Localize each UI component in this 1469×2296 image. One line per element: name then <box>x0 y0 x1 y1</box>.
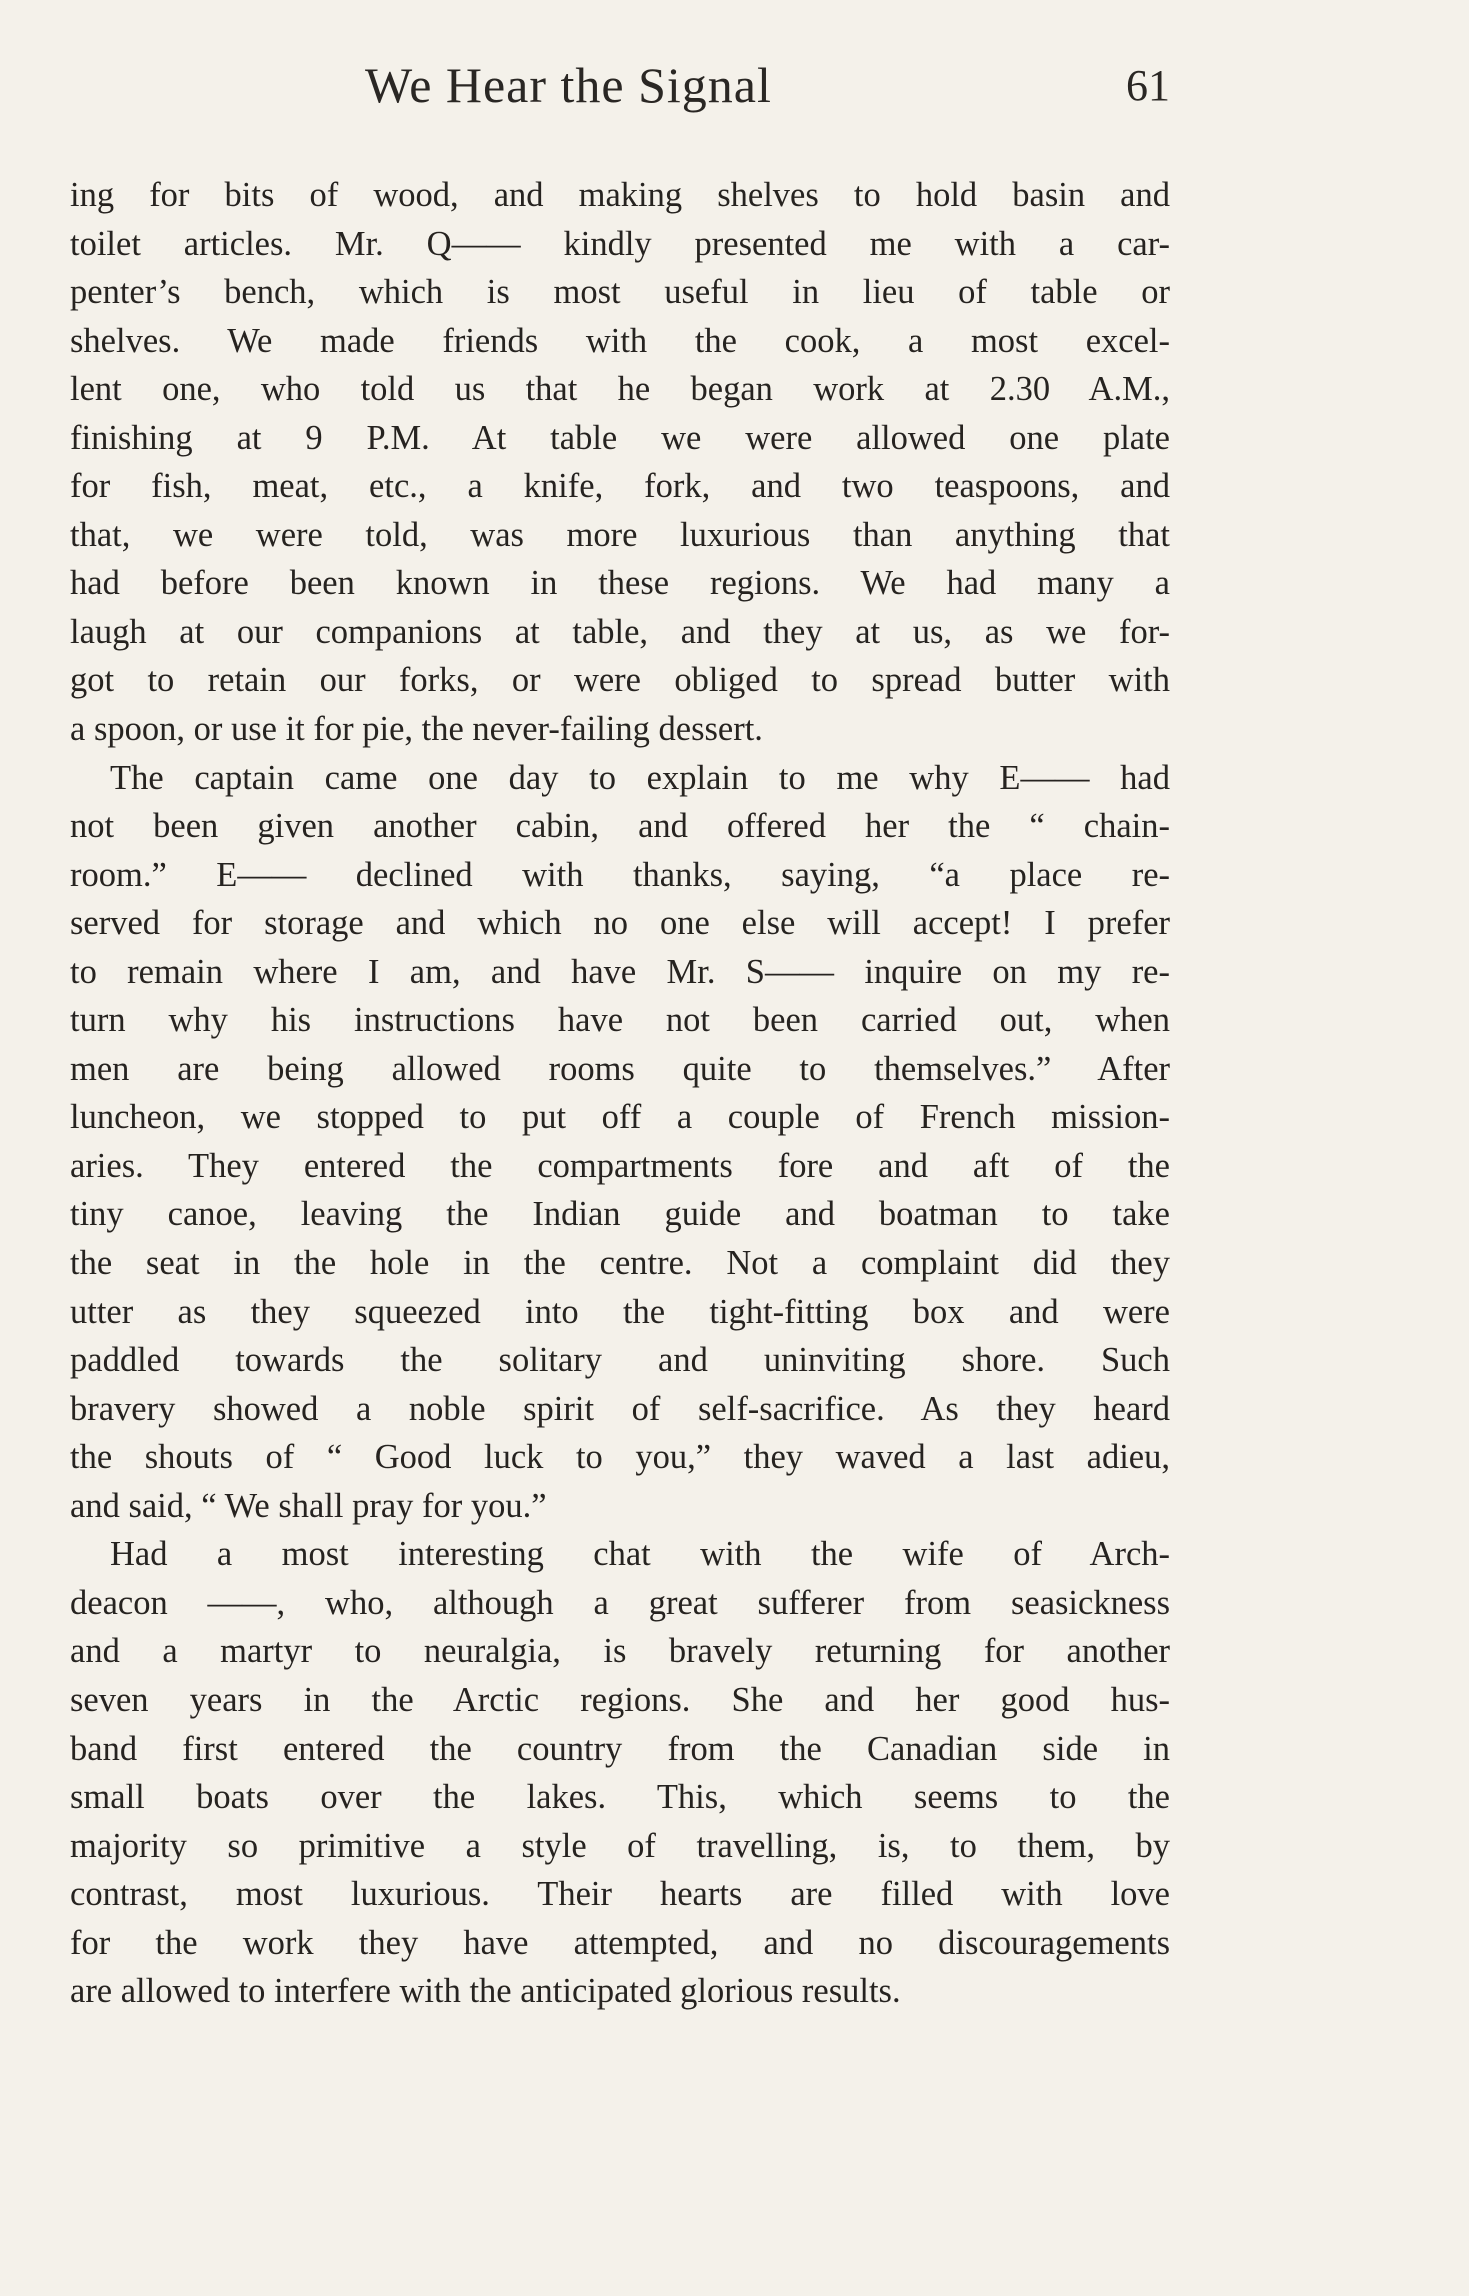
page-header <box>70 56 1170 126</box>
text-line: utter as they squeezed into the tight-fitting box and were <box>70 1292 1170 1331</box>
text-line: lent one, who told us that he began work at 2.30 A.M., <box>70 370 1170 409</box>
text-line: that, we were told, was more luxurious than anything that <box>70 515 1170 554</box>
text-line: room.” E—— declined with thanks, saying, “a place re- <box>70 855 1170 894</box>
text-line: aries. They entered the compartments fore and aft of the <box>70 1146 1170 1185</box>
paragraph-3 <box>70 1530 1170 2015</box>
body-text <box>70 171 1170 2016</box>
text-line: seven years in the Arctic regions. She and her good hus- <box>70 1680 1170 1719</box>
text-line: majority so primitive a style of travelling, is, to them, by <box>70 1826 1170 1865</box>
text-line: for the work they have attempted, and no discouragements <box>70 1923 1170 1962</box>
text-line: not been given another cabin, and offered her the “ chain- <box>70 807 1170 846</box>
text-line: Had a most interesting chat with the wife of Arch- <box>110 1535 1170 1574</box>
text-line: luncheon, we stopped to put off a couple of French mission- <box>70 1098 1170 1137</box>
text-line: finishing at 9 P.M. At table we were allowed one plate <box>70 418 1170 457</box>
text-line: the shouts of “ Good luck to you,” they waved a last adieu, <box>70 1438 1170 1477</box>
text-line: bravery showed a noble spirit of self-sacrifice. As they heard <box>70 1389 1170 1428</box>
text-line: and said, “ We shall pray for you.” <box>70 1486 547 1525</box>
text-line: shelves. We made friends with the cook, a most excel- <box>70 321 1170 360</box>
text-line: and a martyr to neuralgia, is bravely returning for another <box>70 1632 1170 1671</box>
text-line: served for storage and which no one else will accept! I prefer <box>70 904 1170 943</box>
paragraph-1 <box>70 171 1170 754</box>
text-line: a spoon, or use it for pie, the never-failing dessert. <box>70 710 763 749</box>
text-line: toilet articles. Mr. Q—— kindly presented me with a car- <box>70 224 1170 263</box>
paragraph-2 <box>70 754 1170 1531</box>
text-line: got to retain our forks, or were obliged to spread butter with <box>70 661 1170 700</box>
page-number: 61 <box>1126 61 1170 110</box>
text-line: for fish, meat, etc., a knife, fork, and two teaspoons, and <box>70 467 1170 506</box>
text-line: had before been known in these regions. We had many a <box>70 564 1170 603</box>
running-title: We Hear the Signal <box>365 57 772 113</box>
text-line: tiny canoe, leaving the Indian guide and boatman to take <box>70 1195 1170 1234</box>
text-line: contrast, most luxurious. Their hearts are filled with love <box>70 1875 1170 1914</box>
text-line: deacon ——, who, although a great sufferer from seasickness <box>70 1583 1170 1622</box>
text-line: penter’s bench, which is most useful in lieu of table or <box>70 273 1170 312</box>
text-line: are allowed to interfere with the anticipated glorious results. <box>70 1972 901 2011</box>
text-line: men are being allowed rooms quite to themselves.” After <box>70 1049 1170 1088</box>
text-line: laugh at our companions at table, and they at us, as we for- <box>70 612 1170 651</box>
text-line: the seat in the hole in the centre. Not a complaint did they <box>70 1244 1170 1283</box>
text-line: The captain came one day to explain to me why E—— had <box>110 758 1170 797</box>
text-line: ing for bits of wood, and making shelves to hold basin and <box>70 176 1170 214</box>
text-line: paddled towards the solitary and uninviting shore. Such <box>70 1341 1170 1380</box>
text-line: small boats over the lakes. This, which seems to the <box>70 1778 1170 1817</box>
text-line: band first entered the country from the Canadian side in <box>70 1729 1170 1768</box>
text-line: turn why his instructions have not been carried out, when <box>70 1001 1170 1040</box>
text-line: to remain where I am, and have Mr. S—— inquire on my re- <box>70 952 1170 991</box>
